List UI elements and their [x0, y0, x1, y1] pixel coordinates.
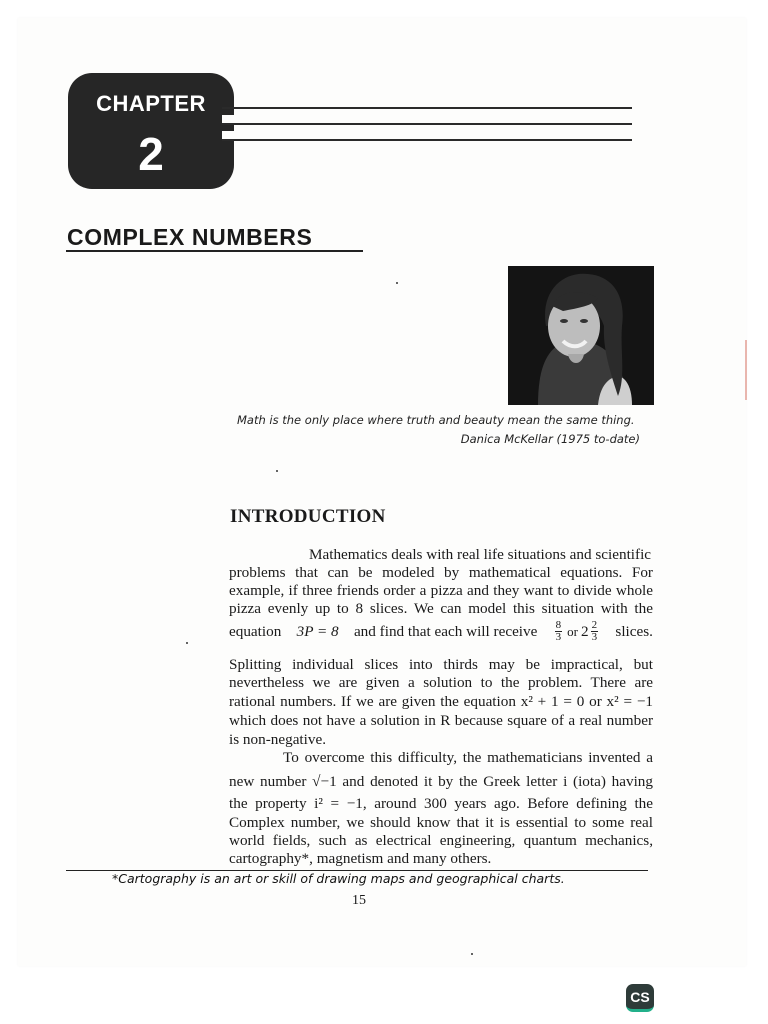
scan-speck: [396, 282, 398, 284]
page-title: COMPLEX NUMBERS: [67, 224, 313, 250]
section-heading: INTRODUCTION: [230, 506, 386, 527]
title-underline: [66, 250, 363, 252]
body-line: cartography*, magnetism and many others.: [229, 850, 492, 867]
body-line: new number √−1 and denoted it by the Greek letter i (iota) having: [229, 773, 653, 790]
fraction-denominator: 3: [591, 631, 598, 643]
body-line: rational numbers. If we are given the equation x² + 1 = 0 or x² = −1: [229, 693, 653, 710]
body-line: is non-negative.: [229, 731, 327, 748]
epigraph-author: Danica McKellar (1975 to-date): [460, 432, 640, 446]
body-line: nevertheless we are given a solution to the problem. There are: [229, 674, 653, 691]
equation-3p8: 3P = 8: [296, 622, 339, 640]
fraction: [555, 620, 563, 643]
body-line: pizza evenly up to 8 slices. We can model this situation with the: [229, 600, 653, 617]
chapter-notch: [222, 115, 236, 123]
camscanner-logo: CS: [626, 984, 654, 1012]
portrait-illustration: [508, 266, 654, 405]
chapter-rule-2: [222, 123, 632, 125]
fraction-denominator: 3: [555, 631, 562, 643]
portrait-photo: [508, 266, 654, 405]
scan-speck: [186, 642, 188, 644]
body-line: which does not have a solution in R because square of a real number: [229, 712, 653, 729]
scan-edge-mark: [745, 340, 747, 400]
chapter-label: CHAPTER: [96, 91, 206, 116]
chapter-notch: [222, 131, 236, 139]
body-line: example, if three friends order a pizza and they want to divide whole: [229, 582, 653, 599]
scan-speck: [471, 953, 473, 955]
epigraph-quote: Math is the only place where truth and beauty mean the same thing.: [237, 413, 635, 427]
body-line: problems that can be modeled by mathematical equations. For: [229, 564, 653, 581]
scan-speck: [276, 470, 278, 472]
equation-text: and find that each will receive: [353, 622, 538, 640]
fraction: [591, 620, 599, 643]
body-line: Splitting individual slices into thirds may be impractical, but: [229, 656, 653, 673]
chapter-badge: [68, 73, 234, 189]
equation-line: [229, 620, 653, 643]
body-line: the property i² = −1, around 300 years ago. Before defining the: [229, 795, 653, 812]
body-line: Complex number, we should know that it is essential to some real: [229, 814, 653, 831]
equation-text: equation: [229, 622, 282, 640]
fraction-numerator: 2: [591, 619, 598, 631]
or-text: or: [567, 623, 579, 639]
equation-text: slices.: [615, 622, 653, 640]
body-line: world fields, such as electrical engineering, quantum mechanics,: [229, 832, 653, 849]
fraction-numerator: 8: [555, 619, 562, 631]
page-number: 15: [352, 893, 366, 908]
fraction-group: [553, 620, 600, 643]
body-line: Mathematics deals with real life situations and scientific: [309, 546, 652, 563]
mixed-whole: 2: [581, 622, 589, 640]
body-line: To overcome this difficulty, the mathematicians invented a: [283, 749, 653, 766]
chapter-number: 2: [138, 128, 164, 180]
chapter-rule-3: [222, 139, 632, 141]
footnote: *Cartography is an art or skill of drawing maps and geographical charts.: [112, 871, 565, 886]
chapter-rule-1: [222, 107, 632, 109]
